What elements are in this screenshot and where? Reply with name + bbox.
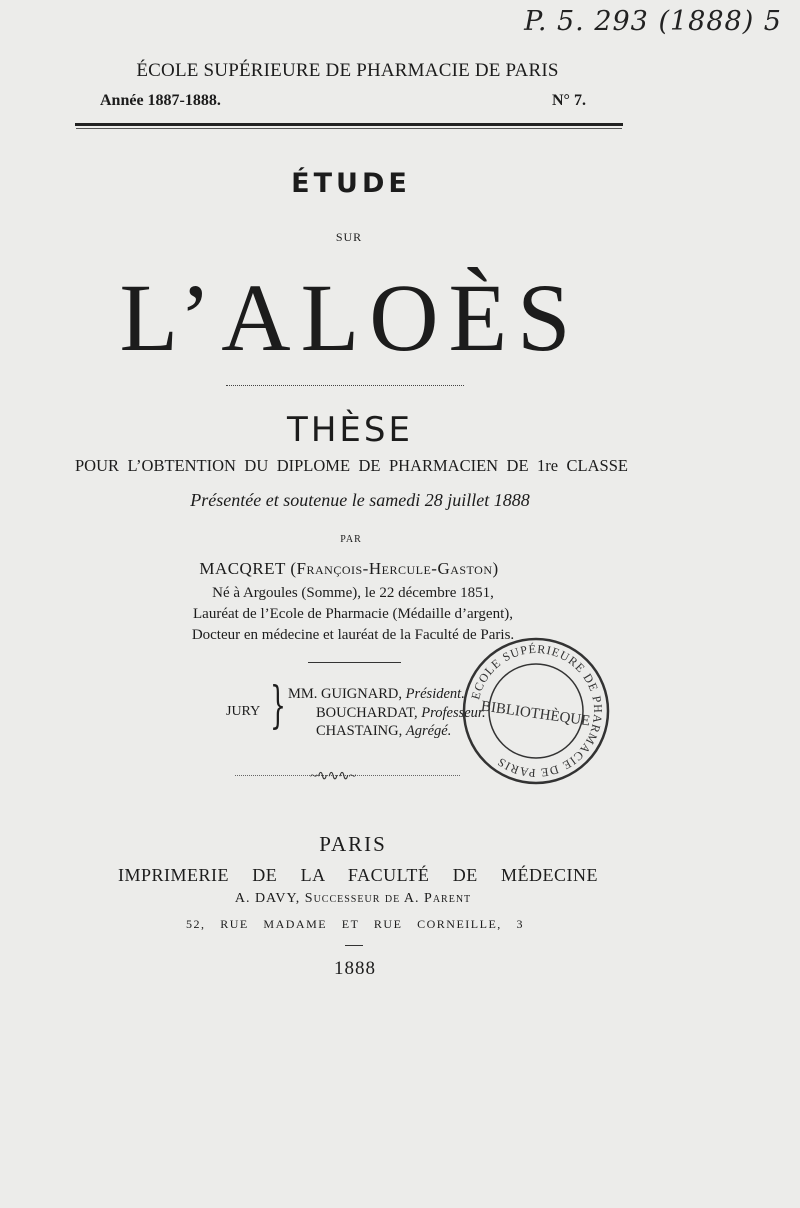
stamp-center-text: BIBLIOTHÈQUE: [480, 698, 592, 730]
author-given-names: (François-Hercule-Gaston): [290, 559, 499, 578]
jury-member: [316, 723, 451, 740]
title-these: THÈSE: [287, 410, 413, 450]
jury-member: [288, 686, 465, 703]
jury-member-role: Agrégé.: [405, 723, 452, 739]
academic-year: Année 1887-1888.: [100, 92, 221, 109]
defense-date-line: Présentée et soutenue le samedi 28 juillet 1888: [190, 490, 530, 510]
author-bio-line: Lauréat de l’Ecole de Pharmacie (Médaille d’argent),: [193, 606, 513, 622]
imprint-city: PARIS: [319, 832, 387, 856]
ornament-icon: ~∿∿∿~: [310, 769, 356, 784]
printer-address: 52, RUE MADAME ET RUE CORNEILLE, 3: [186, 917, 524, 931]
jury-member-role: Président.: [405, 686, 465, 702]
jury-member-name: MM. GUIGNARD,: [288, 686, 402, 702]
printer-successor: Successeur de A. Parent: [304, 891, 472, 906]
thesis-number: N° 7.: [552, 92, 586, 109]
par-label: PAR: [340, 534, 362, 545]
author-surname: MACQRET: [199, 559, 286, 578]
author-bio-line: Docteur en médecine et lauréat de la Faculté de Paris.: [191, 627, 515, 643]
handwritten-shelfmark: P. 5. 293 (1888) 5: [524, 6, 782, 37]
brace-icon: }: [269, 676, 286, 734]
jury-member-name: BOUCHARDAT,: [316, 705, 418, 721]
printer-successor-line: [0, 891, 706, 907]
author-line: [0, 559, 698, 579]
short-dash: [345, 945, 363, 946]
diploma-line: POUR L’OBTENTION DU DIPLOME DE PHARMACIEN DE 1re CLASSE: [75, 456, 628, 475]
jury-member-name: CHASTAING,: [316, 723, 403, 739]
double-rule: [75, 123, 623, 126]
printer-name: IMPRIMERIE DE LA FACULTÉ DE MÉDECINE: [118, 865, 598, 885]
title-etude: ÉTUDE: [291, 168, 411, 199]
dotted-rule: [226, 385, 464, 386]
main-title: L’ALOÈS: [119, 264, 581, 371]
printer-davy: A. DAVY,: [234, 891, 301, 906]
jury-label: JURY: [226, 704, 261, 719]
title-sur: SUR: [335, 230, 363, 244]
library-stamp-icon: [461, 636, 611, 786]
jury-member-role: Professeur.: [421, 705, 486, 721]
short-rule: [308, 662, 401, 663]
author-bio-line: Né à Argoules (Somme), le 22 décembre 1851,: [212, 585, 494, 601]
stamp-ring-text: ECOLE SUPÉRIEURE DE PHARMACIE DE PARIS: [468, 641, 606, 781]
publication-year: 1888: [334, 958, 376, 979]
school-name: ÉCOLE SUPÉRIEURE DE PHARMACIE DE PARIS: [136, 60, 559, 81]
